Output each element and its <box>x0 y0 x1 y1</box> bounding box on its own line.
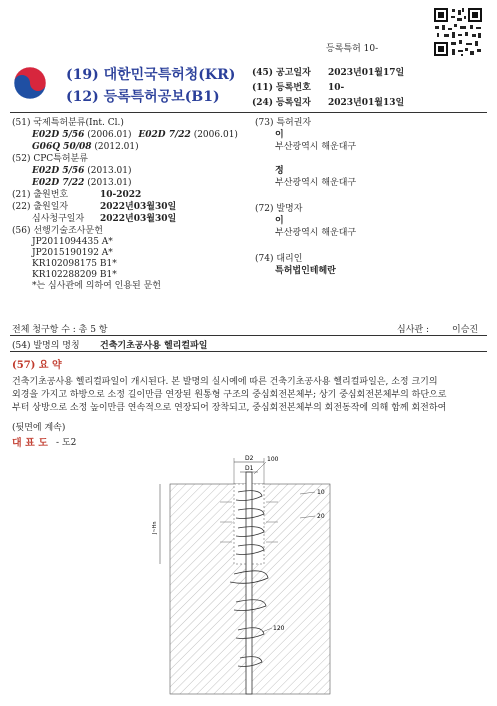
prior-art-doc: KR102098175 B1* <box>32 259 117 269</box>
publication-info <box>252 66 404 111</box>
ipc-line: E02D 5/56 (2006.01) E02D 7/22 (2006.01) <box>32 130 238 140</box>
prior-art-label: (56) 선행기술조사문헌 <box>12 226 103 236</box>
bibliographic-left <box>12 117 252 292</box>
prior-art-doc: KR102288209 B1* <box>32 270 117 280</box>
owner-name: 정 <box>275 166 284 176</box>
prior-art-doc: JP2011094435 A* <box>32 237 113 247</box>
examiner-name: 이승진 <box>452 325 479 335</box>
representative-drawing-label: 대 표 도 <box>12 438 48 449</box>
agent-label: (74) 대리인 <box>255 254 303 264</box>
cpc-line: E02D 7/22 (2013.01) <box>32 178 132 188</box>
office-title: (19) 대한민국특허청(KR) <box>66 67 236 83</box>
inventor-address: 부산광역시 해운대구 <box>275 228 357 238</box>
agent-name: 특허법인테헤란 <box>275 266 336 276</box>
cpc-label: (52) CPC특허분류 <box>12 154 88 164</box>
continued-note: (뒷면에 계속) <box>12 423 66 433</box>
bibliographic-right <box>255 117 485 277</box>
owner-label: (73) 특허권자 <box>255 118 312 128</box>
owner-address: 부산광역시 해운대구 <box>275 142 357 152</box>
abstract-line: 건축기초공사용 헬리컬파일이 개시된다. 본 발명의 실시예에 따른 건축기초공사용 헬리컬파일은, 소정 크기의 <box>12 377 438 387</box>
label-20: 20 <box>317 513 325 520</box>
ipc-label: (51) 국제특허분류(Int. Cl.) <box>12 118 124 128</box>
kipo-emblem <box>13 66 47 100</box>
prior-art-doc: JP2015190192 A* <box>32 248 113 258</box>
application-number: (21) 출원번호 10-2022 <box>12 190 142 200</box>
label-d1: D1 <box>245 465 254 472</box>
label-height: J~Hn <box>152 521 158 534</box>
prior-art-note: *는 심사관에 의하여 인용된 문헌 <box>32 281 161 291</box>
label-120: 120 <box>273 625 285 632</box>
application-date: (22) 출원일자 2022년03월30일 <box>12 202 177 212</box>
qr-code <box>432 6 484 58</box>
helical-pile-figure <box>150 452 350 697</box>
cpc-line: E02D 5/56 (2013.01) <box>32 166 132 176</box>
abstract-body <box>12 376 490 415</box>
gazette-title: (12) 등록특허공보(B1) <box>66 89 220 105</box>
divider <box>10 351 487 352</box>
owner-name: 이 <box>275 130 284 140</box>
owner-address: 부산광역시 해운대구 <box>275 178 357 188</box>
label-100: 100 <box>267 456 279 463</box>
claims-count: 전체 청구항 수 : 총 5 항 <box>12 325 108 335</box>
label-10: 10 <box>317 489 325 496</box>
divider <box>10 112 487 113</box>
ipc-line: G06Q 50/08 (2012.01) <box>32 142 139 152</box>
representative-drawing-ref: - 도2 <box>56 438 77 448</box>
inventor-label: (72) 발명자 <box>255 204 303 214</box>
divider <box>10 335 487 336</box>
label-d2: D2 <box>245 455 254 462</box>
exam-request-date: 심사청구일자 2022년03월30일 <box>32 214 177 224</box>
abstract-line: 부터 상방으로 소정 높이만큼 연속적으로 연장되어 장착되고, 중심회전본체부의 회전동작에 의해 함께 회전하여 <box>12 403 447 413</box>
pub-row: (45) 공고일자 2023년01월17일 <box>252 68 405 78</box>
registration-number-label: 등록특허 10- <box>326 44 379 54</box>
invention-label: (54) 발명의 명칭 <box>12 341 80 351</box>
pub-row: (24) 등록일자 2023년01월13일 <box>252 98 405 108</box>
invention-title: 건축기초공사용 헬리컬파일 <box>100 341 208 351</box>
abstract-heading: (57) 요 약 <box>12 360 62 371</box>
representative-drawing <box>150 452 350 697</box>
examiner-label: 심사관 : <box>397 325 429 335</box>
abstract-line: 외경을 가지고 하방으로 소정 길이만큼 연장된 원통형 구조의 중심회전본체부; 상기 중심회전본체부의 하단으로 <box>12 390 447 400</box>
inventor-name: 이 <box>275 216 284 226</box>
pub-row: (11) 등록번호 10- <box>252 83 345 93</box>
